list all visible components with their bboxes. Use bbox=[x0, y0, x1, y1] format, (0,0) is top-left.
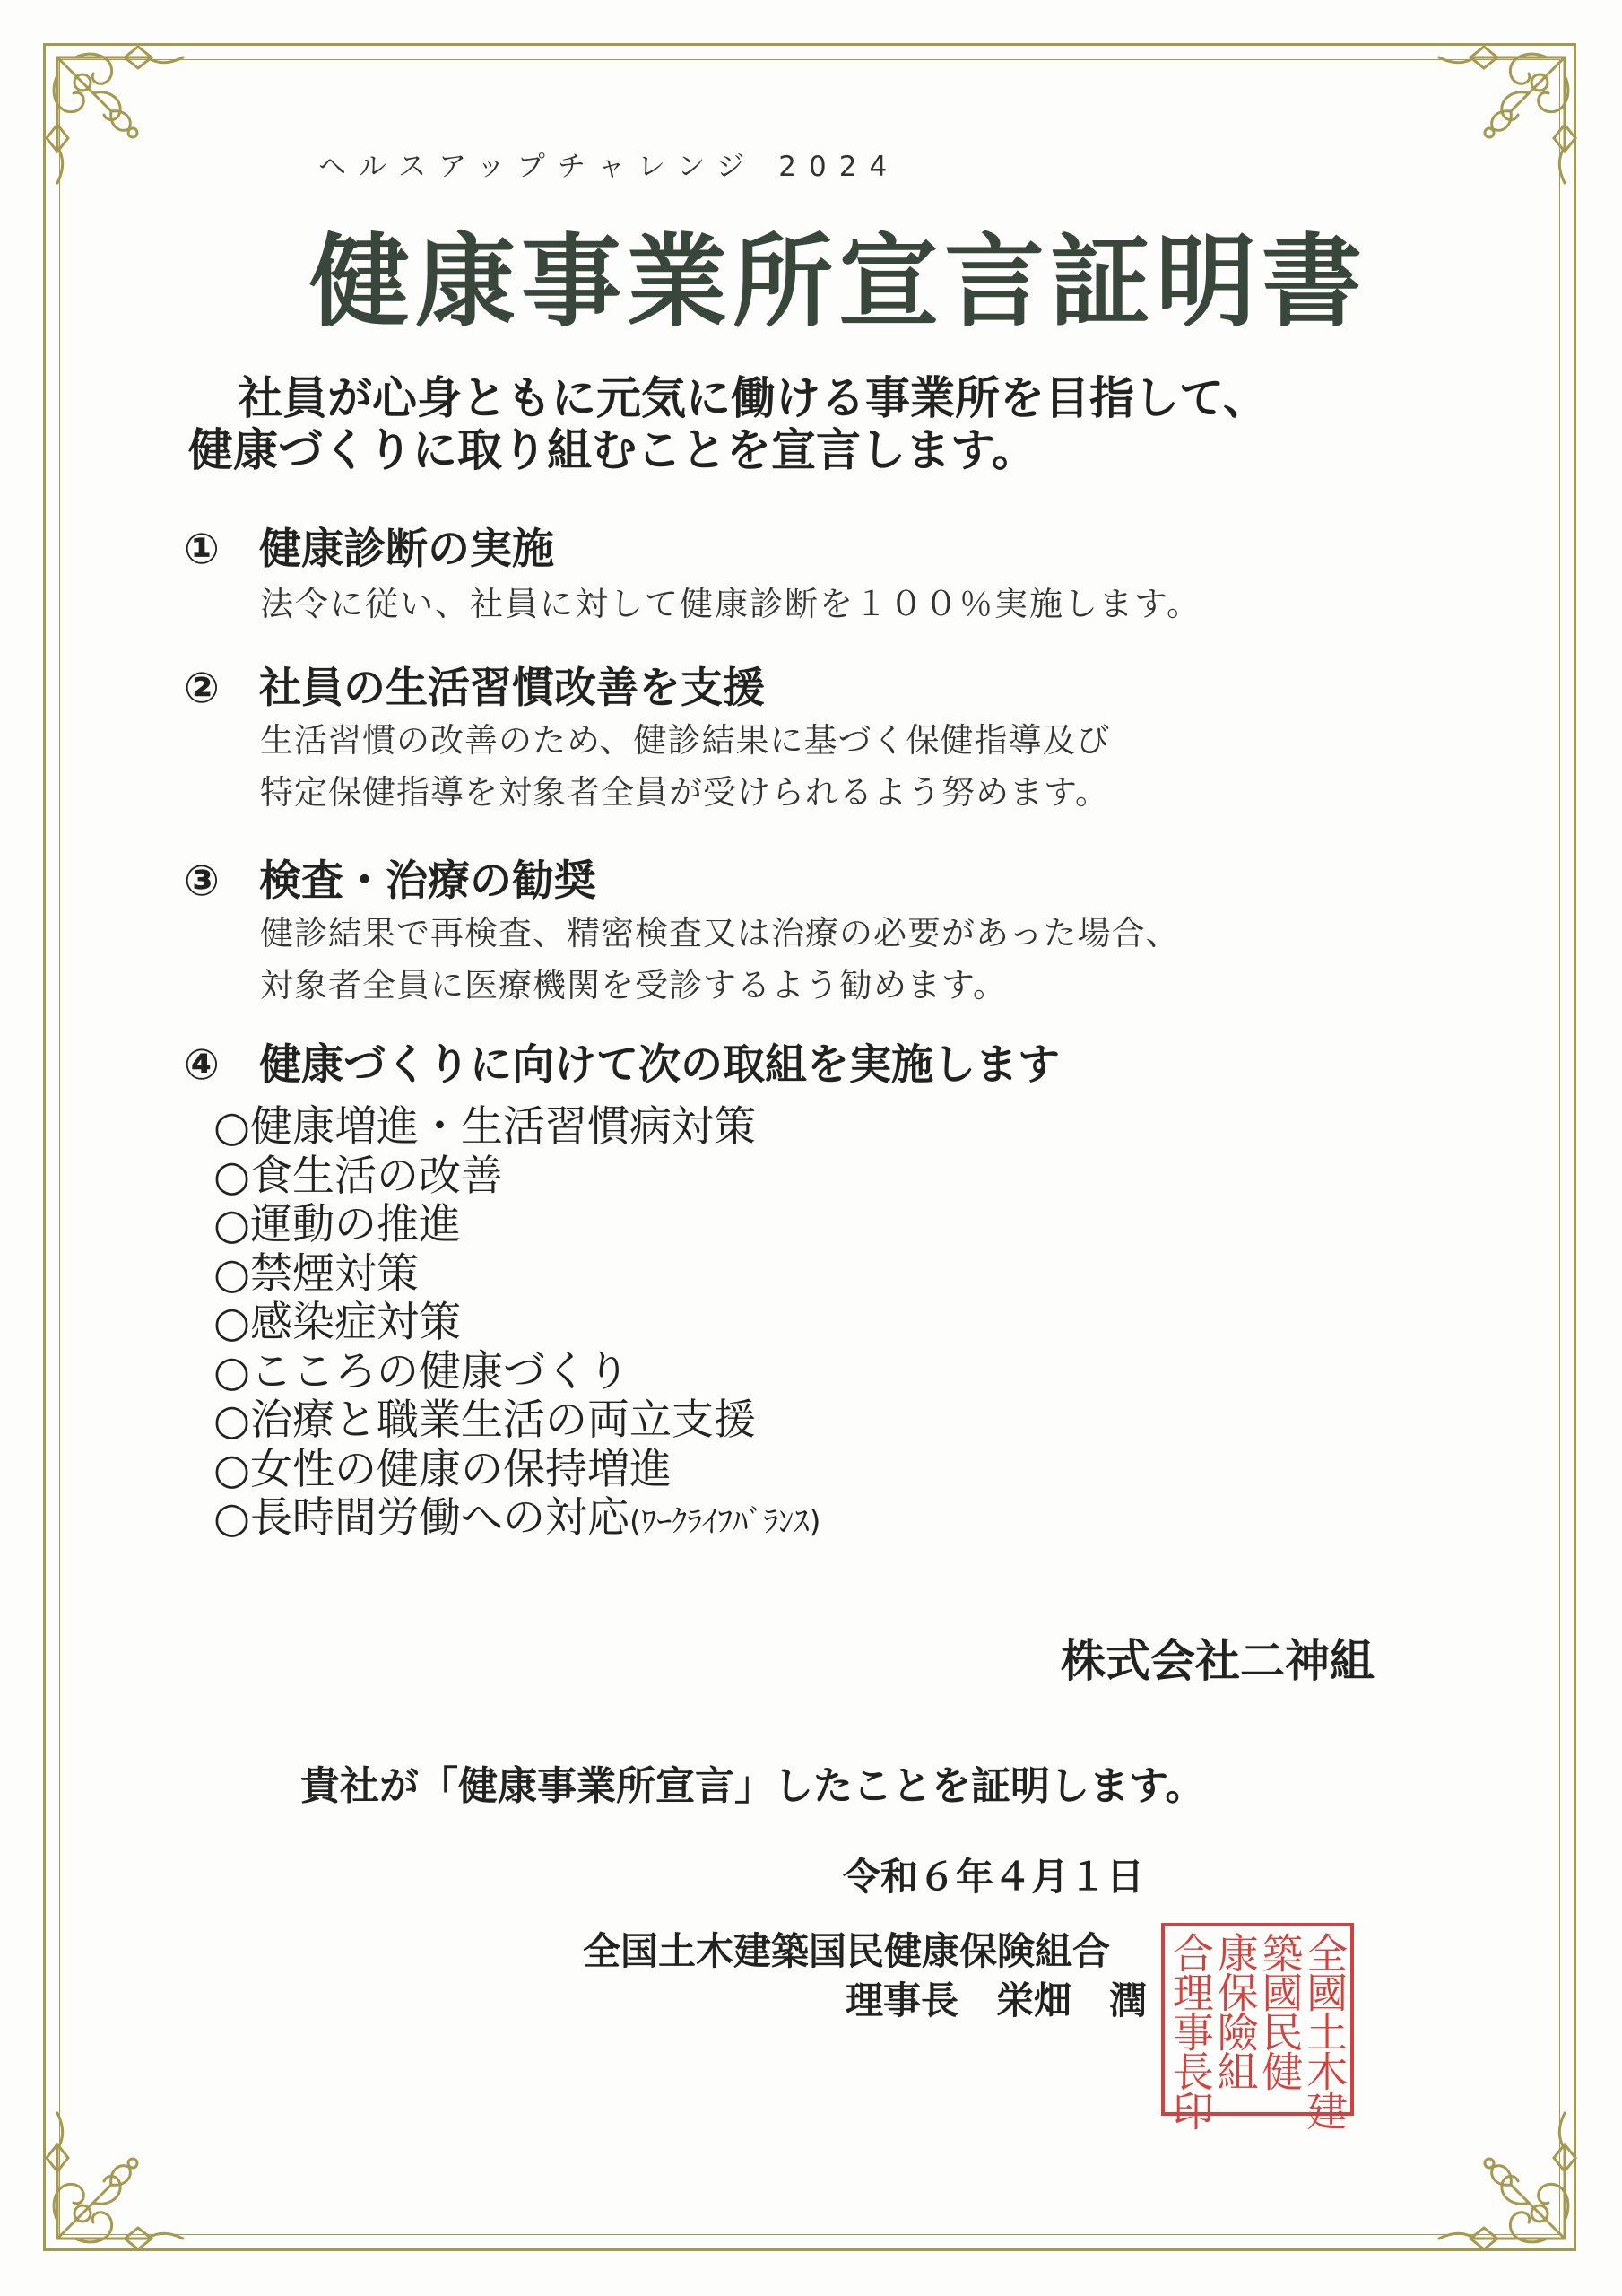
section-description: 対象者全員に医療機関を受診するよう勧めます。 bbox=[260, 966, 1008, 1004]
section-description: 健診結果で再検査、精密検査又は治療の必要があった場合、 bbox=[260, 914, 1180, 952]
list-item-suffix: (ﾜｰｸﾗｲﾌﾊﾞﾗﾝｽ) bbox=[629, 1504, 821, 1540]
official-seal-icon bbox=[1161, 1923, 1354, 2129]
list-item: ○食生活の改善 bbox=[213, 1151, 504, 1201]
list-item: ○健康増進・生活習慣病対策 bbox=[213, 1102, 757, 1152]
section-number: ③ bbox=[184, 857, 220, 906]
company-name: 株式会社二神組 bbox=[1061, 1635, 1375, 1687]
section-description: 生活習慣の改善のため、健診結果に基づく保健指導及び bbox=[260, 721, 1111, 760]
intro-line: 健康づくりに取り組むことを宣言します。 bbox=[188, 424, 1037, 476]
list-item: ○治療と職業生活の両立支援 bbox=[213, 1396, 757, 1445]
intro-line: 社員が心身ともに元気に働ける事業所を目指して、 bbox=[238, 372, 1268, 424]
corner-ornament-icon bbox=[39, 2077, 219, 2257]
section-heading-lifestyle-support bbox=[184, 655, 765, 715]
section-number: ① bbox=[184, 525, 220, 574]
section-heading-exam-treatment bbox=[184, 848, 596, 908]
list-item bbox=[213, 1494, 821, 1547]
section-title: 健康づくりに向けて次の取組を実施します bbox=[259, 1040, 1060, 1090]
corner-ornament-icon bbox=[1403, 39, 1583, 219]
certification-statement: 貴社が「健康事業所宣言」したことを証明します。 bbox=[300, 1763, 1205, 1809]
certificate-subtitle: ヘルスアップチャレンジ 2024 bbox=[318, 151, 900, 183]
seal-column: 全國土木建 bbox=[1300, 1932, 1349, 2129]
list-item: ○運動の推進 bbox=[213, 1200, 462, 1249]
section-title: 検査・治療の勧奨 bbox=[259, 857, 596, 906]
section-number: ④ bbox=[184, 1040, 220, 1090]
issuer-organization: 全国土木建築国民健康保険組合 bbox=[583, 1929, 1111, 1973]
section-heading-initiatives bbox=[184, 1031, 1060, 1091]
seal-column: 築國民健 bbox=[1255, 1932, 1305, 2090]
list-item: ○こころの健康づくり bbox=[213, 1346, 630, 1396]
issue-date: 令和６年４月１日 bbox=[843, 1855, 1145, 1899]
list-item: ○女性の健康の保持増進 bbox=[213, 1444, 672, 1494]
list-item: ○禁煙対策 bbox=[213, 1248, 420, 1299]
seal-column: 康保險組 bbox=[1210, 1932, 1260, 2090]
section-description: 法令に従い、社員に対して健康診断を１００％実施します。 bbox=[260, 585, 1202, 623]
corner-ornament-icon bbox=[1403, 2077, 1583, 2257]
initiatives-list bbox=[213, 1103, 821, 1547]
certificate-title: 健康事業所宣言証明書 bbox=[309, 223, 1367, 341]
corner-ornament-icon bbox=[39, 39, 219, 219]
section-number: ② bbox=[184, 664, 220, 713]
seal-column: 合理事長印 bbox=[1166, 1932, 1215, 2129]
section-heading-health-checkup bbox=[184, 516, 554, 576]
section-description: 特定保健指導を対象者全員が受けられるよう努めます。 bbox=[260, 773, 1110, 812]
list-item-text: ○長時間労働への対応 bbox=[213, 1493, 630, 1543]
section-title: 社員の生活習慣改善を支援 bbox=[259, 664, 765, 713]
list-item: ○感染症対策 bbox=[213, 1298, 462, 1347]
issuer-chairman: 理事長 栄畑 潤 bbox=[846, 1979, 1148, 2022]
section-title: 健康診断の実施 bbox=[259, 525, 554, 574]
